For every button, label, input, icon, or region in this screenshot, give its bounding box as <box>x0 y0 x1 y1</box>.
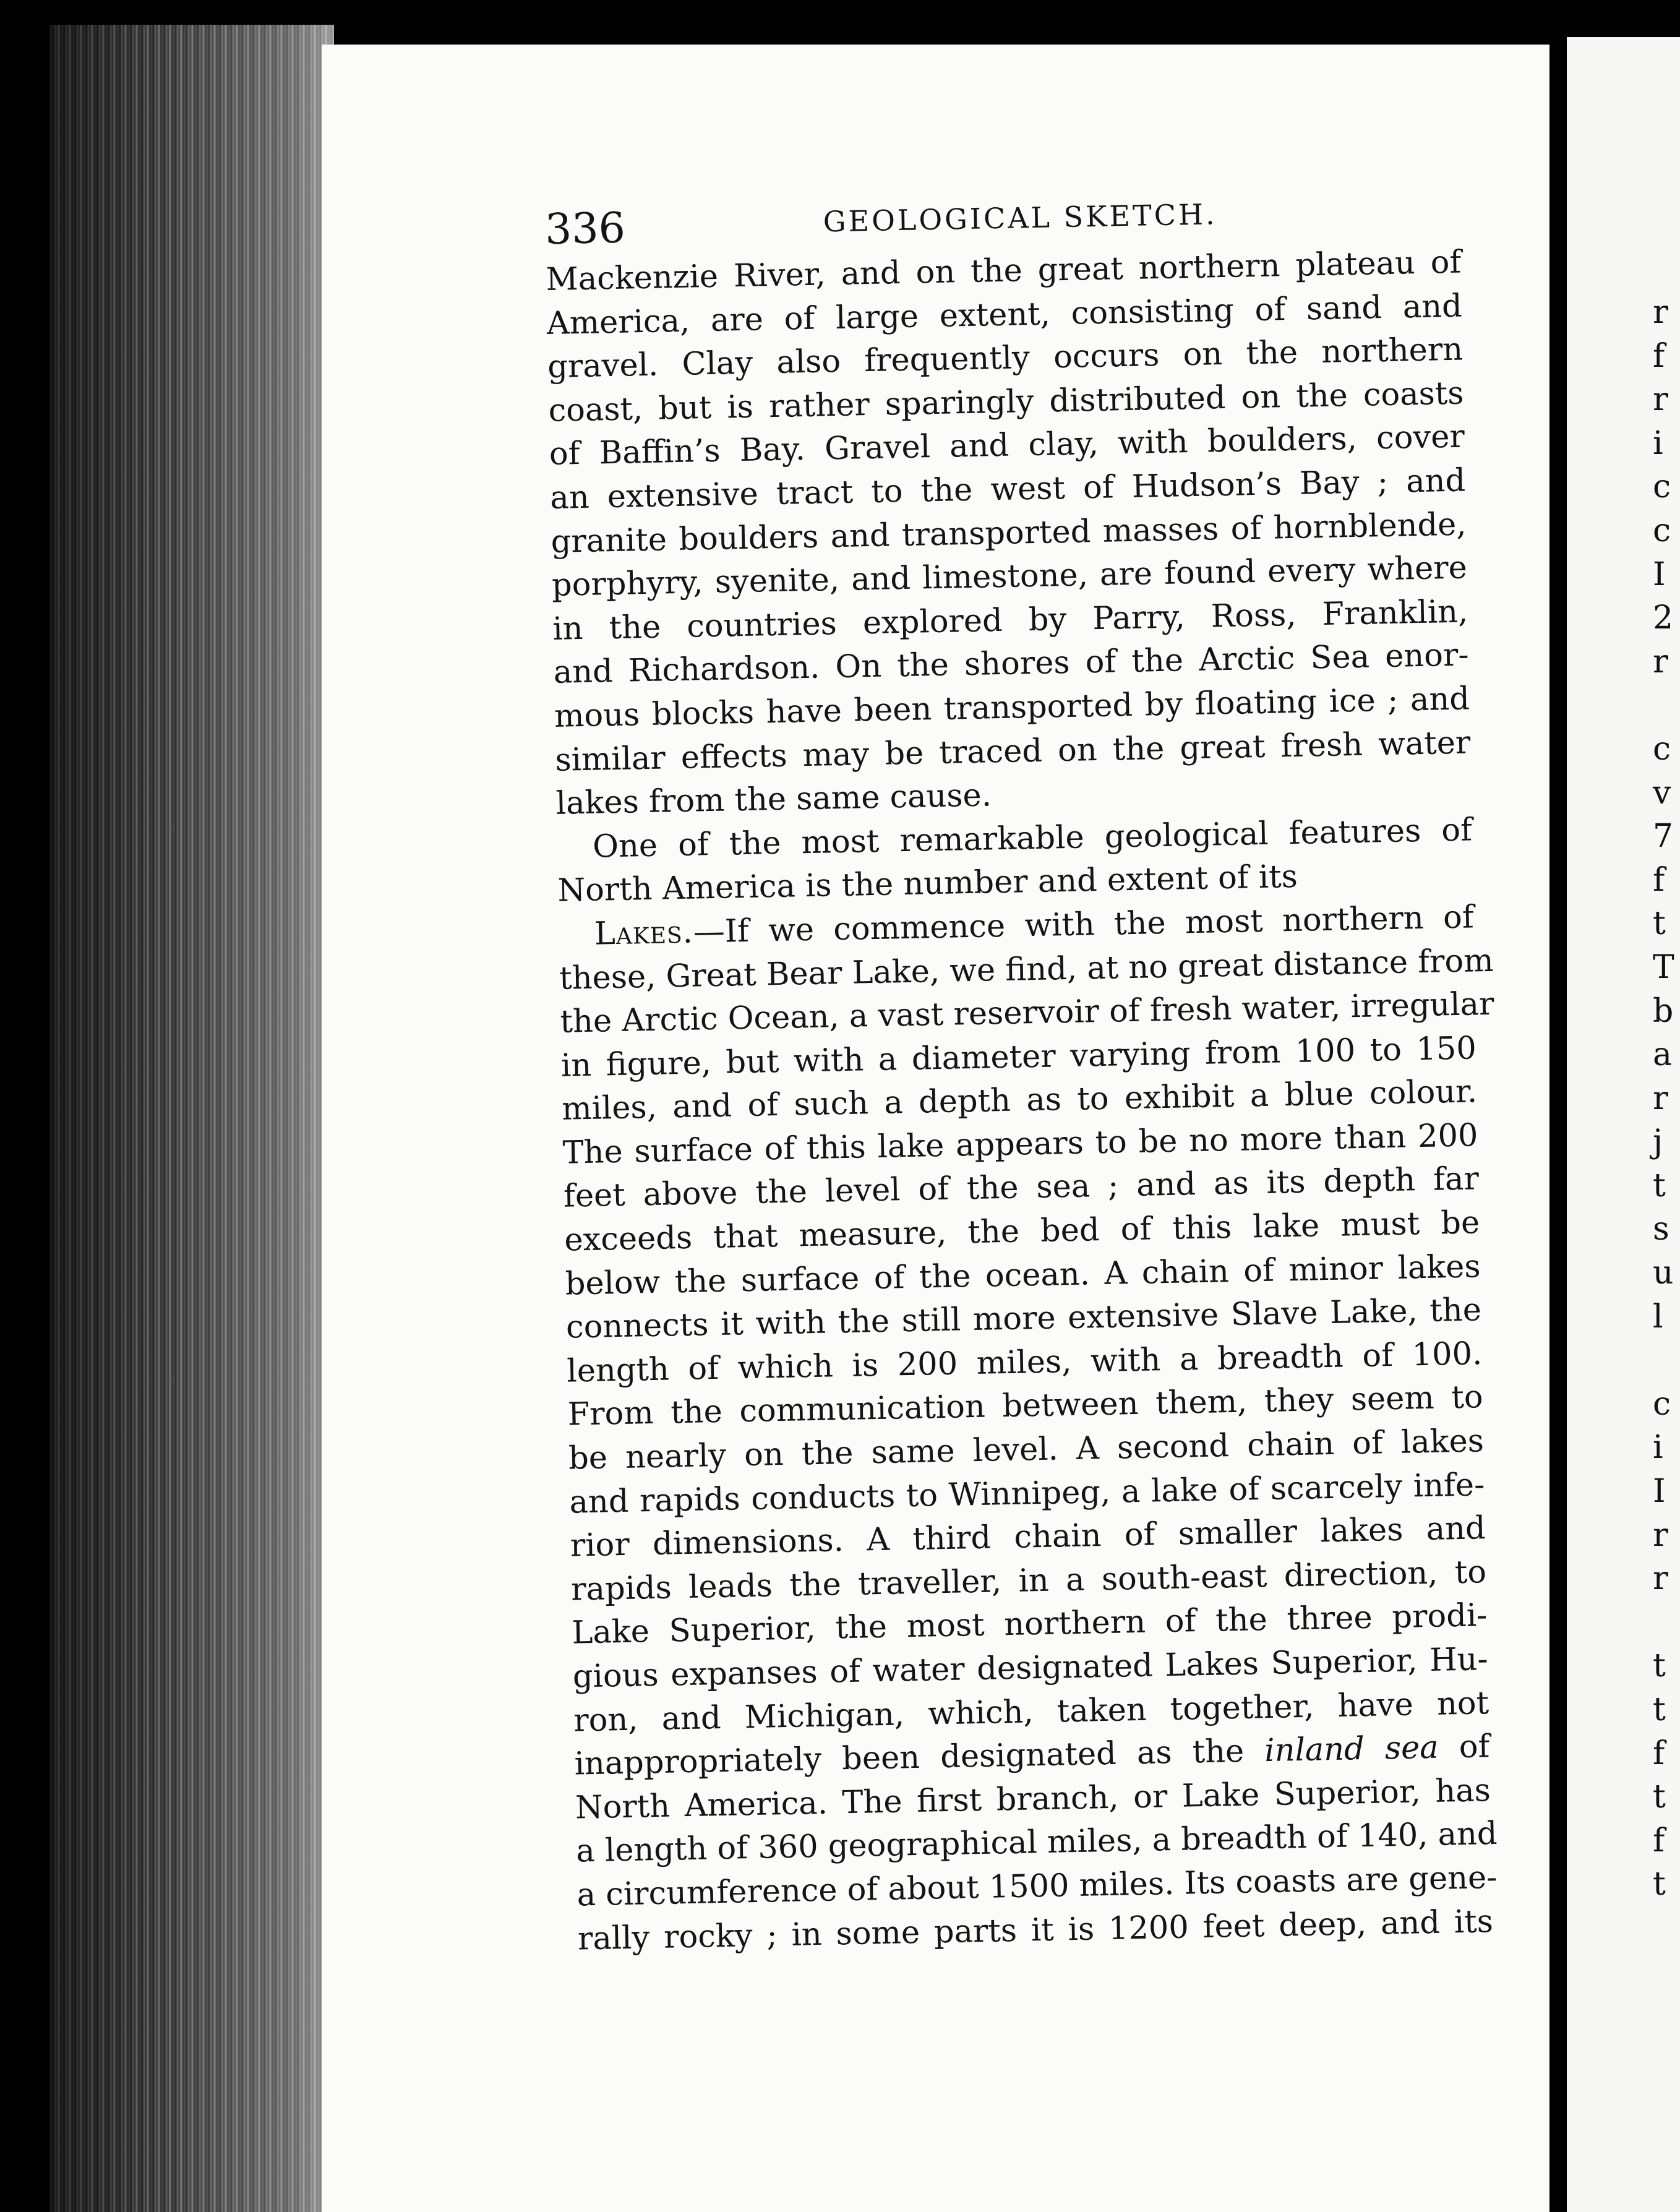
facing-page-fragment: T <box>1653 948 1674 986</box>
facing-page-fragment: v <box>1653 774 1671 812</box>
paragraph-line: in figure, but with a diameter varying from 100 to 150 <box>560 1030 1477 1084</box>
facing-page-fragment: I <box>1653 555 1666 593</box>
facing-page-fragment: t <box>1653 1647 1666 1685</box>
paragraph-line: miles, and of such a depth as to exhibit a blue colour. <box>561 1073 1478 1128</box>
paragraph-line: the Arctic Ocean, a vast reservoir of fresh water, irregular <box>560 985 1494 1040</box>
facing-page-fragment: u <box>1653 1254 1674 1292</box>
paragraph-line: America, are of large extent, consisting of sand and <box>546 288 1463 342</box>
facing-page-fragment: c <box>1653 468 1671 506</box>
facing-page-fragment <box>1653 684 1680 727</box>
running-head-title: GEOLOGICAL SKETCH. <box>823 197 1218 239</box>
facing-page-fragment: 2 <box>1653 599 1674 637</box>
paragraph-line: Lakes.—If we commence with the most northern of <box>594 899 1475 953</box>
section-heading-lakes: Lakes. <box>594 914 694 953</box>
paragraph-line: gravel. Clay also frequently occurs on the northern <box>547 331 1464 386</box>
page-text-block <box>544 179 1498 1961</box>
paragraph-line: connects it with the still more extensive Slave Lake, the <box>565 1292 1482 1346</box>
paragraph-line: From the communication between them, they seem to <box>567 1379 1484 1434</box>
facing-page-fragment <box>1653 1339 1680 1382</box>
facing-page-fragment: i <box>1653 424 1663 462</box>
facing-page-fragment: I <box>1653 1473 1666 1511</box>
paragraph-line: One of the most remarkable geological features of <box>592 812 1473 865</box>
facing-page-fragment: 7 <box>1653 818 1674 855</box>
facing-page-fragment: s <box>1653 1211 1669 1248</box>
paragraph-line: North America is the number and extent of its <box>557 859 1298 910</box>
paragraph-line: of Baffin’s Bay. Gravel and clay, with boulders, cover <box>549 418 1465 473</box>
facing-page-fragment: b <box>1653 992 1674 1030</box>
paragraph-lines <box>575 1769 1498 1961</box>
book-page-edges <box>49 25 334 2212</box>
paragraph-line: and Richardson. On the shores of the Arctic Sea enor- <box>553 637 1470 692</box>
paragraph-line: inappropriately been designated as the inland sea of <box>574 1728 1490 1783</box>
paragraph-glacial-deposits <box>546 241 1472 826</box>
paragraph-line: an extensive tract to the west of Hudson’s Bay ; and <box>549 462 1466 517</box>
page-number: 336 <box>544 204 626 254</box>
paragraph-lines <box>559 940 1494 1743</box>
paragraph-line: granite boulders and transported masses of hornblende, <box>551 506 1467 560</box>
body-text <box>546 241 1498 1961</box>
facing-page-fragment: r <box>1653 1560 1668 1598</box>
paragraph-line: North America. The first branch, or Lake Superior, has <box>575 1772 1491 1827</box>
paragraph-line: lakes from the same cause. <box>555 777 992 822</box>
facing-page-fragment: r <box>1653 294 1668 331</box>
paragraph-line: exceeds that measure, the bed of this lake must be <box>564 1204 1480 1259</box>
paragraph-line: these, Great Bear Lake, we find, at no great distance from <box>559 942 1494 997</box>
facing-page-fragment: r <box>1653 1079 1668 1117</box>
paragraph-line: ron, and Michigan, which, taken together, have not <box>573 1684 1489 1739</box>
facing-page-fragment: c <box>1653 730 1671 768</box>
paragraph-line: mous blocks have been transported by floating ice ; and <box>554 680 1470 735</box>
paragraph-line: similar effects may be traced on the great fresh water <box>554 724 1471 779</box>
facing-page-fragment: i <box>1653 1429 1663 1467</box>
paragraph-line: in the countries explored by Parry, Ross, Franklin, <box>552 593 1468 648</box>
facing-page-fragment: t <box>1653 1866 1666 1903</box>
italic-phrase: inland sea <box>1264 1729 1439 1770</box>
paragraph-line: The surface of this lake appears to be no more than 200 <box>562 1117 1478 1172</box>
facing-page-fragment: f <box>1653 1734 1665 1772</box>
paragraph-line: a length of 360 geographical miles, a breadth of 140, and <box>575 1815 1498 1870</box>
paragraph-line: coast, but is rather sparingly distributed on the coasts <box>548 375 1464 429</box>
book-gutter <box>1549 37 1567 2212</box>
facing-page-fragment: j <box>1653 1123 1663 1161</box>
facing-page-fragment: t <box>1653 1691 1666 1728</box>
facing-page-fragment: t <box>1653 1167 1666 1204</box>
paragraph-line: below the surface of the ocean. A chain of minor lakes <box>565 1248 1481 1303</box>
facing-page-fragment: l <box>1653 1298 1663 1335</box>
facing-page-text-fragments <box>1653 291 1680 1906</box>
facing-page-fragment: t <box>1653 905 1666 943</box>
paragraph-line: be nearly on the same level. A second chain of lakes <box>568 1423 1485 1477</box>
facing-page-fragment: c <box>1653 512 1671 549</box>
paragraph-line: Lake Superior, the most northern of the three prodi- <box>572 1597 1488 1652</box>
paragraph-line: rally rocky ; in some parts it is 1200 feet deep, and its <box>577 1903 1494 1958</box>
paragraph-line: a circumference of about 1500 miles. Its coasts are gene- <box>576 1859 1498 1914</box>
paragraph-line: porphyry, syenite, and limestone, are found every where <box>551 549 1468 604</box>
paragraph-lakes <box>558 896 1498 1961</box>
facing-page-fragment <box>1653 1601 1680 1645</box>
facing-page-fragment: f <box>1653 861 1665 899</box>
paragraph-line: gious expanses of water designated Lakes Superior, Hu- <box>572 1641 1489 1695</box>
facing-page-fragment: r <box>1653 643 1668 680</box>
paragraph-line: rior dimensions. A third chain of smaller lakes and <box>570 1510 1486 1564</box>
paragraph-line: Mackenzie River, and on the great northern plateau of <box>546 244 1462 298</box>
facing-page-fragment: c <box>1653 1385 1671 1423</box>
facing-page-fragment: r <box>1653 1516 1668 1554</box>
paragraph-lakes-intro <box>557 808 1473 914</box>
facing-page-fragment: f <box>1653 337 1665 375</box>
facing-page-fragment: r <box>1653 381 1668 419</box>
paragraph-line: feet above the level of the sea ; and as its depth far <box>563 1160 1480 1215</box>
facing-page-fragment: t <box>1653 1778 1666 1816</box>
paragraph-line: length of which is 200 miles, with a breadth of 100. <box>566 1335 1483 1390</box>
facing-page-fragment: a <box>1653 1036 1673 1074</box>
paragraph-line: rapids leads the traveller, in a south-east direction, to <box>570 1553 1487 1608</box>
facing-page-fragment: f <box>1653 1822 1665 1859</box>
paragraph-line: and rapids conducts to Winnipeg, a lake of scarcely infe- <box>568 1466 1485 1521</box>
